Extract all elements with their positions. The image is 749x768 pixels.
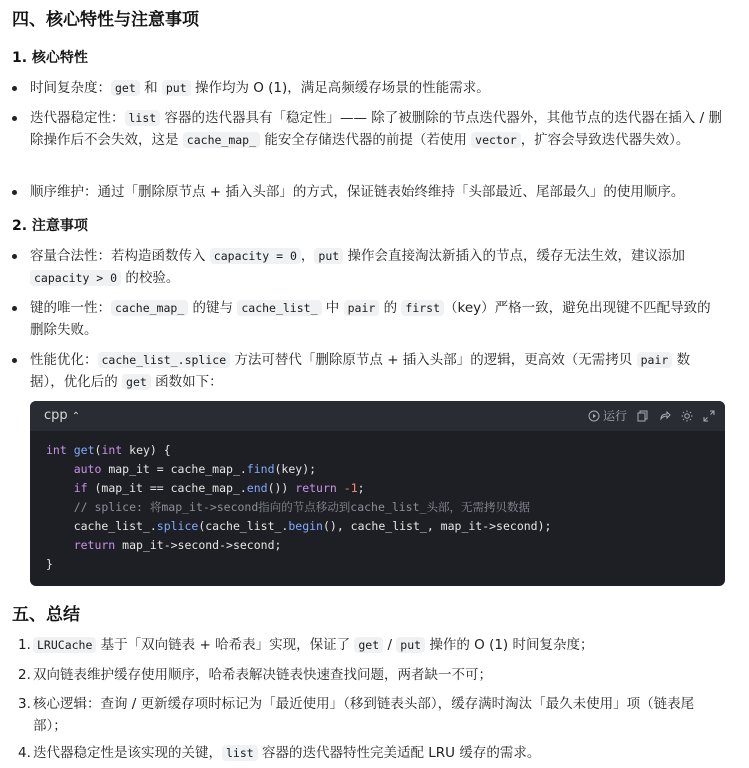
- expand-button[interactable]: [703, 410, 715, 422]
- share-button[interactable]: [659, 410, 671, 422]
- text: 核心逻辑：查询 / 更新缓存项时标记为「最近使用」（移到链表头部），缓存满时淘汰「最久未使用」项（链表尾部）；: [33, 696, 695, 734]
- inline-code: get: [122, 374, 151, 390]
- run-button[interactable]: [588, 407, 627, 424]
- code-token: [337, 481, 344, 495]
- share-icon: [659, 410, 671, 422]
- code-token: -1: [343, 481, 358, 495]
- code-token: find: [246, 462, 275, 476]
- text: 中: [321, 300, 344, 316]
- bullet-icon: [12, 306, 17, 311]
- list-item: [12, 245, 722, 289]
- text: 顺序维护：通过「删除原节点 + 插入头部」的方式，保证链表始终维持「头部最近、尾部最久」的使用顺序。: [30, 184, 685, 200]
- list-item: [12, 634, 722, 656]
- code-line: [46, 441, 725, 460]
- inline-code: cache_list_: [237, 300, 321, 316]
- text: 容器的迭代器特性完美适配 LRU 缓存的需求。: [257, 745, 541, 761]
- text: 的校验。: [121, 270, 180, 286]
- text: 的键与: [188, 300, 238, 316]
- code-token: ;: [357, 481, 365, 495]
- code-line: [46, 460, 725, 479]
- code-token: key) {: [122, 443, 171, 457]
- code-toolbar: [30, 401, 725, 431]
- code-token: (key);: [274, 462, 317, 476]
- list-number: 1.: [18, 637, 31, 653]
- code-line: [46, 536, 725, 555]
- code-line: [46, 517, 725, 536]
- code-token: get: [73, 443, 95, 457]
- theme-button[interactable]: [681, 410, 693, 422]
- inline-code: LRUCache: [33, 637, 96, 653]
- code-token: splice: [156, 519, 199, 533]
- text: 操作的 O (1) 时间复杂度；: [425, 637, 594, 653]
- code-token: cache_list_.: [46, 519, 157, 533]
- list-item: [12, 693, 722, 737]
- bullet-icon: [12, 254, 17, 259]
- text: 操作会直接淘汰新插入的节点，缓存无法生效，建议添加: [343, 248, 685, 264]
- code-token: end: [246, 481, 268, 495]
- sun-icon: [681, 410, 693, 422]
- inline-code: first: [401, 300, 444, 316]
- text: 时间复杂度：: [30, 80, 111, 96]
- inline-code: cache_map_: [183, 132, 260, 148]
- copy-button[interactable]: [637, 410, 649, 422]
- text: 容器的迭代器具有「稳定性」—— 除了被删除的节点迭代器外，其他节点的迭代器在插入 / 删除操作后不会失效，这是: [30, 110, 722, 148]
- text: 键的唯一性：: [30, 300, 111, 316]
- text: 迭代器稳定性是该实现的关键，: [33, 745, 222, 761]
- inline-code: cache_list_.splice: [98, 352, 231, 368]
- bullet-icon: [12, 116, 17, 121]
- text: 双向链表维护缓存使用顺序，哈希表解决链表快速查找问题，两者缺一不可；: [33, 667, 492, 683]
- code-token: int: [101, 443, 123, 457]
- text: 迭代器稳定性：: [30, 110, 125, 126]
- code-token: ()): [267, 481, 296, 495]
- code-token: map_it = cache_map_.: [101, 462, 247, 476]
- list-number: 4.: [18, 745, 31, 761]
- code-token: int: [46, 443, 67, 457]
- code-language-label: cpp: [44, 408, 68, 423]
- text: 性能优化：: [30, 352, 98, 368]
- text: 和: [139, 80, 162, 96]
- text: ，: [300, 248, 315, 264]
- code-token: if: [46, 481, 88, 495]
- code-line: [46, 555, 725, 574]
- inline-code: pair: [344, 300, 380, 316]
- inline-code: put: [396, 637, 425, 653]
- core-features-heading: 1. 核心特性: [12, 50, 88, 66]
- code-token: }: [46, 557, 53, 571]
- text: 能安全存储迭代器的前提（若使用: [260, 132, 472, 148]
- inline-code: list: [222, 745, 258, 761]
- list-item: [12, 77, 722, 99]
- inline-code: capacity > 0: [30, 270, 121, 286]
- code-token: (map_it == cache_map_.: [87, 481, 247, 495]
- text: 的: [379, 300, 402, 316]
- text: （key）严格一致，避免出现键不匹配导致的删除失败。: [30, 300, 711, 338]
- text: 容量合法性：若构造函数传入: [30, 248, 210, 264]
- bullet-icon: [12, 358, 17, 363]
- list-item: [12, 181, 722, 203]
- list-number: 2.: [18, 667, 31, 683]
- copy-icon: [637, 410, 649, 422]
- code-token: (cache_list_.: [198, 519, 289, 533]
- inline-code: get: [354, 637, 383, 653]
- expand-icon: [703, 410, 715, 422]
- run-label: 运行: [602, 409, 627, 423]
- text: 方法可替代「删除原节点 + 插入头部」的逻辑，更高效（无需拷贝: [230, 352, 637, 368]
- play-icon: [588, 410, 600, 422]
- inline-code: put: [314, 248, 343, 264]
- inline-code: list: [125, 110, 161, 126]
- bullet-icon: [12, 86, 17, 91]
- text: ，扩容会导致迭代器失效）。: [520, 132, 690, 148]
- list-number: 3.: [18, 696, 31, 712]
- code-token: (), cache_list_, map_it->second);: [322, 519, 552, 533]
- list-item: [12, 107, 722, 151]
- list-item: [12, 742, 722, 764]
- text: 数据），优化后的: [30, 352, 691, 390]
- section-4-heading: 四、核心特性与注意事项: [12, 10, 199, 30]
- inline-code: cache_map_: [111, 300, 188, 316]
- code-token: map_it->second->second;: [115, 538, 282, 552]
- list-item: [12, 664, 722, 686]
- bullet-icon: [12, 190, 17, 195]
- notes-heading: 2. 注意事项: [12, 218, 88, 234]
- code-line: [46, 498, 725, 517]
- code-token: return: [46, 538, 116, 552]
- code-token: return: [295, 481, 337, 495]
- section-5-heading: 五、总结: [12, 605, 80, 625]
- chevron-up-icon: ⌃: [71, 411, 81, 422]
- code-language-toggle[interactable]: [44, 408, 80, 423]
- code-comment: // splice: 将map_it->second指向的节点移动到cache_list_头部，无需拷贝数据: [46, 500, 530, 514]
- code-block: [30, 401, 725, 586]
- inline-code: pair: [637, 352, 673, 368]
- inline-code: capacity = 0: [210, 248, 301, 264]
- code-token: auto: [46, 462, 102, 476]
- list-item: [12, 349, 722, 393]
- text: 基于「双向链表 + 哈希表」实现，保证了: [96, 637, 355, 653]
- inline-code: vector: [471, 132, 521, 148]
- text: 操作均为 O (1)，满足高频缓存场景的性能需求。: [190, 80, 490, 96]
- code-token: (: [94, 443, 102, 457]
- code-token: begin: [288, 519, 323, 533]
- text: 函数如下：: [150, 374, 223, 390]
- code-line: [46, 479, 725, 498]
- text: /: [383, 637, 397, 653]
- list-item: [12, 297, 722, 341]
- code-content: [30, 431, 725, 574]
- inline-code: get: [111, 80, 140, 96]
- inline-code: put: [162, 80, 191, 96]
